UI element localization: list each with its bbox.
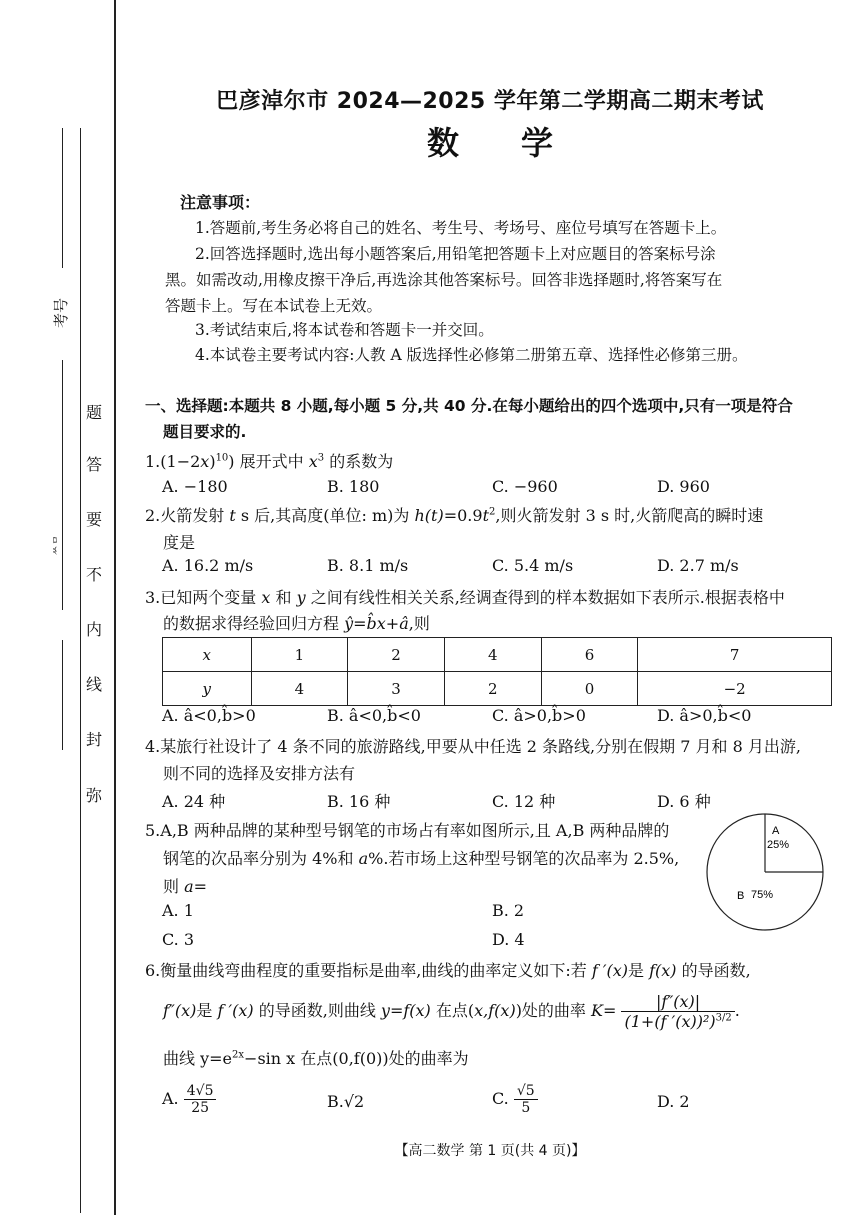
notice-heading: 注意事项：: [180, 193, 261, 212]
question-6-option-b: B.√2: [327, 1092, 365, 1111]
question-5-stem-end: 则 a=: [163, 877, 208, 896]
section-heading: 一、选择题:本题共 8 小题,每小题 5 分,共 40 分.在每小题给出的四个选项中,只有一项是符合: [145, 397, 793, 415]
table-cell: 4: [444, 638, 541, 672]
question-6-option-c: C. $\frac{√5}{5}$: [492, 1083, 538, 1116]
table-cell: 0: [541, 672, 638, 706]
table-cell: 7: [638, 638, 832, 672]
table-cell: x: [163, 638, 252, 672]
question-1-option-c: C. −960: [492, 477, 558, 496]
market-share-pie: [705, 812, 825, 932]
subject-title: 数学: [426, 124, 615, 162]
question-6-option-d: D. 2: [657, 1092, 690, 1111]
table-cell: −2: [638, 672, 832, 706]
question-1-option-b: B. 180: [327, 477, 380, 496]
question-2-option-a: A. 16.2 m/s: [162, 556, 254, 575]
seal-char: 要: [86, 510, 103, 529]
exam-no-label: 考号: [52, 297, 70, 328]
name-label-partial: ᄊᄆ: [52, 534, 65, 556]
question-1-option-d: D. 960: [657, 477, 710, 496]
table-row: [163, 638, 832, 672]
notice-item-2: 2.回答选择题时,选出每小题答案后,用铅笔把答题卡上对应题目的答案标号涂: [195, 245, 716, 263]
question-5-option-d: D. 4: [492, 930, 525, 949]
question-2-stem: 2.火箭发射 t s 后,其高度(单位: m)为 $h(t)=0.9t^2$,则火箭发射 3 s 时,火箭爬高的瞬时速: [145, 506, 764, 525]
seal-char: 答: [86, 455, 103, 474]
question-3-option-d: D. â>0,b̂<0: [657, 706, 752, 725]
table-cell: 1: [251, 638, 348, 672]
question-6-stem: 6.衡量曲线弯曲程度的重要指标是曲率,曲线的曲率定义如下:若 f ′(x)是 f(x) 的导函数,: [145, 961, 751, 980]
pie-slice-a-percent: 25%: [767, 839, 790, 851]
pie-slice-b-percent: 75%: [751, 889, 774, 901]
question-2-option-b: B. 8.1 m/s: [327, 556, 409, 575]
question-3-stem: 3.已知两个变量 x 和 y 之间有线性相关关系,经调查得到的样本数据如下表所示.根据表格中: [145, 588, 785, 607]
question-2-option-d: D. 2.7 m/s: [657, 556, 739, 575]
question-5-option-c: C. 3: [162, 930, 195, 949]
seal-char: 弥: [86, 786, 103, 805]
question-1-stem: $1.(1-2x)^{10}$) 展开式中 $x^3$ 的系数为: [145, 452, 394, 471]
margin-divider-line: [80, 128, 81, 1213]
question-6-option-a: A. $\frac{4√5}{25}$: [162, 1083, 216, 1116]
question-5-option-a: A. 1: [162, 901, 194, 920]
pie-slice-a-label: A: [772, 825, 780, 837]
question-3-option-a: A. â<0,b̂>0: [162, 706, 256, 725]
seal-char: 内: [86, 620, 103, 639]
page-footer: 【高二数学 第 1 页(共 4 页)】: [394, 1143, 586, 1159]
pie-slice-b-label: B: [737, 890, 745, 902]
question-3-data-table: [162, 637, 832, 706]
table-cell: 3: [348, 672, 445, 706]
question-5-option-b: B. 2: [492, 901, 525, 920]
seal-char: 线: [86, 675, 103, 694]
seal-char: 封: [86, 730, 103, 749]
question-4-option-d: D. 6 种: [657, 792, 711, 811]
notice-item-4: 4.本试卷主要考试内容:人教 A 版选择性必修第二册第五章、选择性必修第三册。: [195, 346, 748, 364]
question-2-stem-cont: 度是: [163, 533, 196, 552]
seal-char: 题: [86, 403, 103, 422]
question-4-option-b: B. 16 种: [327, 792, 391, 811]
notice-item-2-cont: 黑。如需改动,用橡皮擦干净后,再选涂其他答案标号。回答非选择题时,将答案写在: [165, 271, 723, 289]
table-cell: 4: [251, 672, 348, 706]
question-3-stem-cont: 的数据求得经验回归方程 ŷ=b̂x+â,则: [163, 614, 430, 633]
question-4-option-c: C. 12 种: [492, 792, 556, 811]
table-cell: y: [163, 672, 252, 706]
question-4-stem: 4.某旅行社设计了 4 条不同的旅游路线,甲要从中任选 2 条路线,分别在假期 7 月和 8 月出游,: [145, 737, 801, 756]
seal-char: 不: [86, 565, 103, 584]
binding-margin: [0, 0, 118, 1215]
table-cell: 2: [348, 638, 445, 672]
section-heading-cont: 题目要求的.: [163, 423, 247, 441]
question-3-option-c: C. â>0,b̂>0: [492, 706, 586, 725]
table-row: [163, 672, 832, 706]
margin-border-line: [114, 0, 116, 1215]
question-1-option-a: A. −180: [162, 477, 228, 496]
table-cell: 2: [444, 672, 541, 706]
question-4-option-a: A. 24 种: [162, 792, 226, 811]
exam-title: 巴彦淖尔市 2024—2025 学年第二学期高二期末考试: [216, 89, 764, 114]
table-cell: 6: [541, 638, 638, 672]
question-2-option-c: C. 5.4 m/s: [492, 556, 574, 575]
question-5-stem-cont: 钢笔的次品率分别为 4%和 a%.若市场上这种型号钢笔的次品率为 2.5%,: [163, 849, 680, 868]
curvature-formula: $\frac{|f''(x)|}{(1+(f '(x))^2)^{3/2}}$: [621, 992, 734, 1031]
exam-no-underline: [62, 128, 63, 268]
question-6-curvature-def: f″(x)是 f ′(x) 的导函数,则曲线 y=f(x) 在点(x,f(x))处的曲率 K= $\frac{|f''(x)|}{(1+(f '(x))^2)^{3/2}}$ .: [163, 992, 740, 1031]
notice-item-1: 1.答题前,考生务必将自己的姓名、考生号、考场号、座位号填写在答题卡上。: [195, 219, 727, 237]
question-6-stem-end: 曲线 $y=e^{2x}-\sin$ x 在点(0,f(0))处的曲率为: [163, 1049, 469, 1068]
class-underline: [62, 640, 63, 750]
notice-item-3: 3.考试结束后,将本试卷和答题卡一并交回。: [195, 321, 494, 339]
question-5-stem: 5.A,B 两种品牌的某种型号钢笔的市场占有率如图所示,且 A,B 两种品牌的: [145, 821, 670, 840]
notice-item-2-end: 答题卡上。写在本试卷上无效。: [165, 297, 383, 315]
name-underline: [62, 360, 63, 610]
question-4-stem-cont: 则不同的选择及安排方法有: [163, 764, 356, 783]
question-3-option-b: B. â<0,b̂<0: [327, 706, 421, 725]
